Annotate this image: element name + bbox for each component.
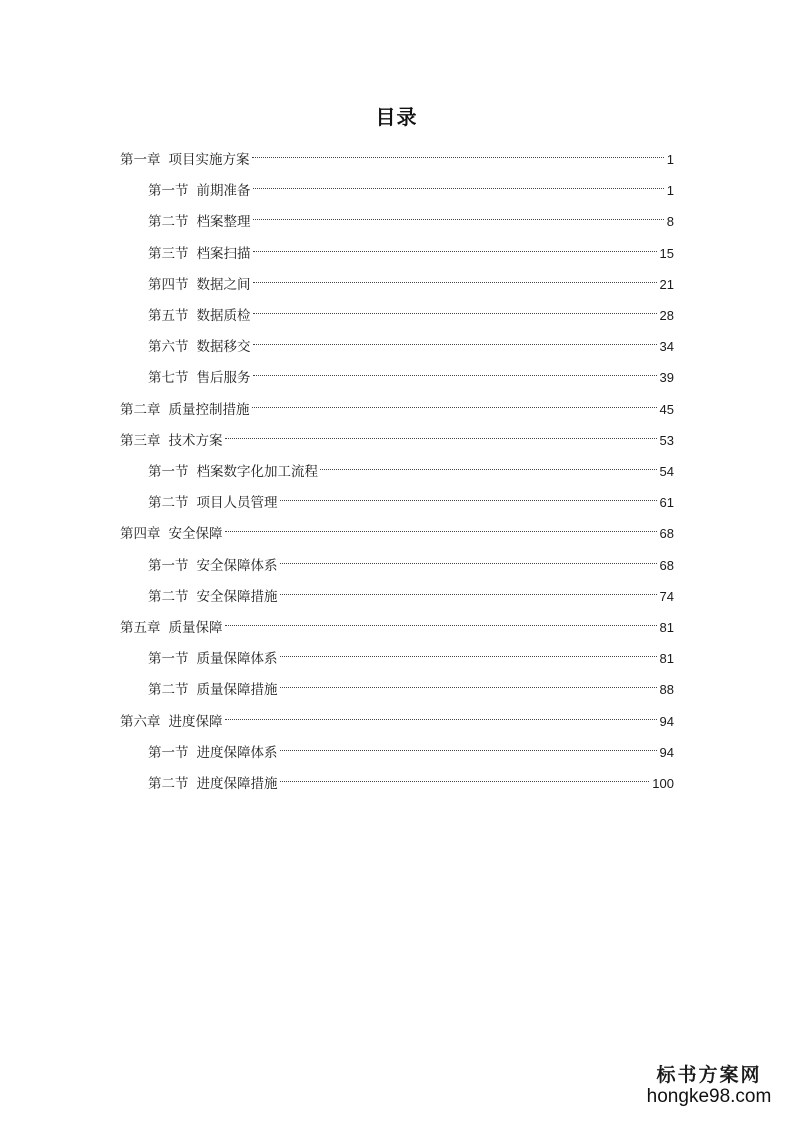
- toc-entry[interactable]: [148, 298, 674, 324]
- toc-entry[interactable]: [120, 704, 674, 730]
- entry-page-number: 100: [652, 776, 674, 791]
- dot-leader: [280, 735, 657, 757]
- entry-number: 第五章: [120, 620, 161, 636]
- dot-leader: [225, 610, 657, 632]
- dot-leader: [253, 329, 657, 351]
- dot-leader: [253, 236, 657, 258]
- entry-page-number: 39: [659, 370, 674, 385]
- dot-leader: [225, 516, 657, 538]
- toc-entry[interactable]: [148, 548, 674, 574]
- entry-title: 技术方案: [168, 433, 223, 449]
- entry-number: 第一节: [148, 745, 189, 761]
- toc-entry[interactable]: [120, 392, 674, 418]
- entry-title: 项目实施方案: [168, 152, 250, 168]
- toc-entry[interactable]: [148, 735, 674, 761]
- toc-entry[interactable]: [148, 329, 674, 355]
- entry-number: 第六节: [148, 339, 189, 355]
- entry-page-number: 28: [659, 308, 674, 323]
- toc-entry[interactable]: [148, 579, 674, 605]
- toc-entry[interactable]: [148, 672, 674, 698]
- entry-page-number: 1: [666, 183, 674, 198]
- entry-page-number: 94: [659, 714, 674, 729]
- dot-leader: [253, 204, 664, 226]
- dot-leader: [280, 672, 657, 694]
- toc-entry[interactable]: [148, 267, 674, 293]
- dot-leader: [225, 704, 657, 726]
- entry-number: 第二章: [120, 402, 161, 418]
- entry-page-number: 54: [659, 464, 674, 479]
- entry-title: 项目人员管理: [196, 495, 278, 511]
- entry-number: 第二节: [148, 495, 189, 511]
- toc-entry[interactable]: [148, 641, 674, 667]
- dot-leader: [252, 142, 664, 164]
- dot-leader: [280, 766, 650, 788]
- page-title: 目录: [375, 105, 418, 129]
- entry-page-number: 74: [659, 589, 674, 604]
- toc-entry[interactable]: [148, 360, 674, 386]
- entry-title: 安全保障: [168, 526, 223, 542]
- entry-number: 第七节: [148, 370, 189, 386]
- entry-title: 进度保障体系: [196, 745, 278, 761]
- entry-number: 第六章: [120, 714, 161, 730]
- watermark: [639, 1064, 779, 1108]
- toc-entry[interactable]: [148, 454, 674, 480]
- entry-number: 第一节: [148, 558, 189, 574]
- toc-entry[interactable]: [120, 142, 674, 168]
- entry-number: 第三节: [148, 246, 189, 262]
- dot-leader: [253, 267, 657, 289]
- dot-leader: [280, 485, 657, 507]
- entry-page-number: 68: [659, 558, 674, 573]
- entry-title: 档案扫描: [196, 246, 251, 262]
- entry-page-number: 68: [659, 526, 674, 541]
- entry-number: 第四节: [148, 277, 189, 293]
- entry-page-number: 94: [659, 745, 674, 760]
- toc-entry[interactable]: [148, 766, 674, 792]
- entry-number: 第二节: [148, 589, 189, 605]
- dot-leader: [253, 360, 657, 382]
- toc-entry[interactable]: [148, 485, 674, 511]
- entry-title: 进度保障措施: [196, 776, 278, 792]
- dot-leader: [280, 548, 657, 570]
- toc-entry[interactable]: [148, 236, 674, 262]
- entry-page-number: 1: [666, 152, 674, 167]
- dot-leader: [253, 298, 657, 320]
- entry-title: 数据移交: [196, 339, 251, 355]
- entry-number: 第一节: [148, 651, 189, 667]
- entry-title: 安全保障措施: [196, 589, 278, 605]
- dot-leader: [253, 173, 664, 195]
- entry-number: 第三章: [120, 433, 161, 449]
- entry-number: 第二节: [148, 682, 189, 698]
- dot-leader: [280, 641, 657, 663]
- entry-page-number: 34: [659, 339, 674, 354]
- entry-number: 第五节: [148, 308, 189, 324]
- entry-title: 质量控制措施: [168, 402, 250, 418]
- entry-title: 档案整理: [196, 214, 251, 230]
- entry-title: 售后服务: [196, 370, 251, 386]
- entry-title: 质量保障体系: [196, 651, 278, 667]
- entry-title: 前期准备: [196, 183, 251, 199]
- entry-page-number: 8: [666, 214, 674, 229]
- toc-entry[interactable]: [148, 173, 674, 199]
- dot-leader: [225, 423, 657, 445]
- entry-number: 第一章: [120, 152, 161, 168]
- dot-leader: [320, 454, 657, 476]
- entry-number: 第一节: [148, 464, 189, 480]
- entry-number: 第二节: [148, 214, 189, 230]
- watermark-site-name: 标书方案网: [656, 1064, 762, 1086]
- dot-leader: [280, 579, 657, 601]
- entry-title: 安全保障体系: [196, 558, 278, 574]
- entry-page-number: 21: [659, 277, 674, 292]
- entry-page-number: 81: [659, 620, 674, 635]
- entry-number: 第一节: [148, 183, 189, 199]
- entry-page-number: 81: [659, 651, 674, 666]
- toc-entry[interactable]: [120, 516, 674, 542]
- entry-number: 第二节: [148, 776, 189, 792]
- entry-number: 第四章: [120, 526, 161, 542]
- entry-title: 档案数字化加工流程: [196, 464, 318, 480]
- entry-title: 质量保障: [168, 620, 223, 636]
- entry-page-number: 88: [659, 682, 674, 697]
- entry-title: 数据之间: [196, 277, 251, 293]
- entry-title: 进度保障: [168, 714, 223, 730]
- toc-entry[interactable]: [148, 204, 674, 230]
- entry-page-number: 15: [659, 246, 674, 261]
- entry-page-number: 53: [659, 433, 674, 448]
- entry-title: 数据质检: [196, 308, 251, 324]
- toc-entry[interactable]: [120, 610, 674, 636]
- entry-page-number: 61: [659, 495, 674, 510]
- toc-entry[interactable]: [120, 423, 674, 449]
- entry-page-number: 45: [659, 402, 674, 417]
- entry-title: 质量保障措施: [196, 682, 278, 698]
- dot-leader: [252, 392, 657, 414]
- watermark-url: hongke98.com: [646, 1086, 772, 1107]
